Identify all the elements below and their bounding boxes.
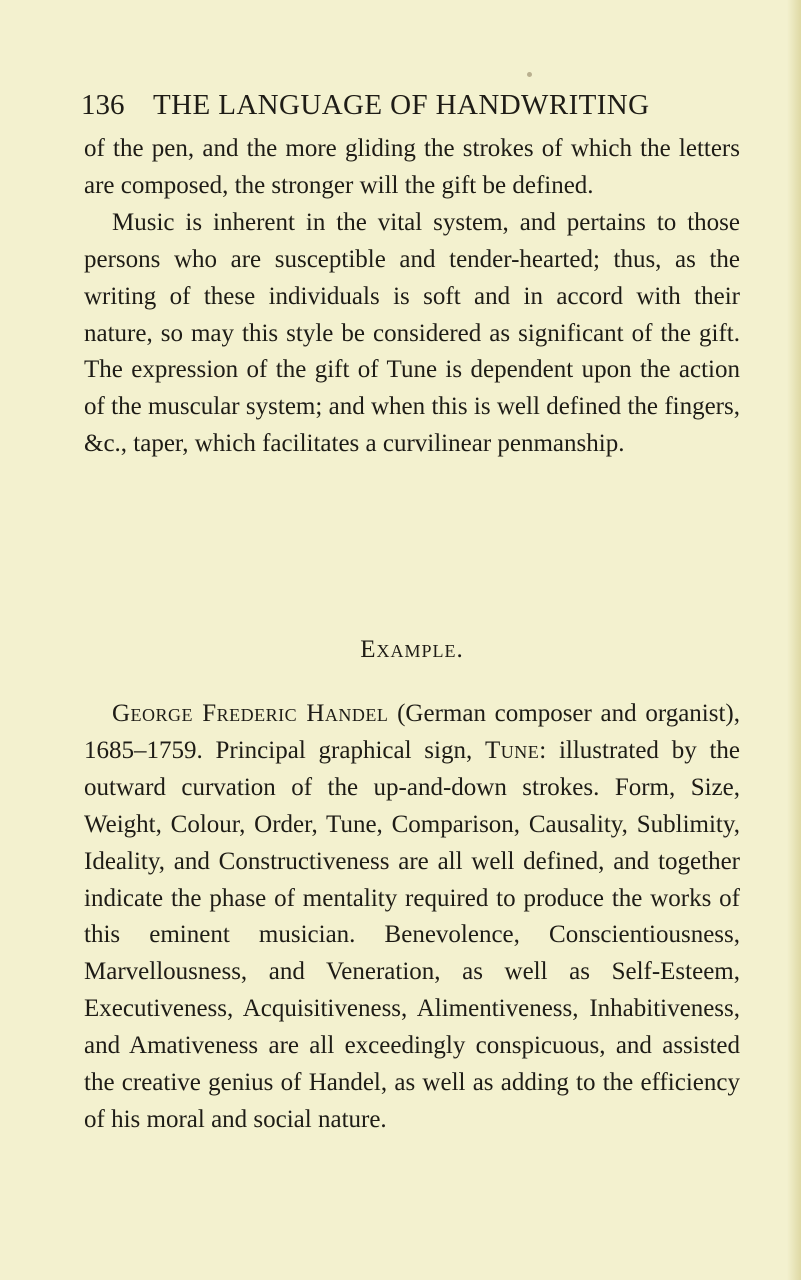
example-body: : illustrated by the outward curvation of the up-and-down strokes. Form, Size, Weight, Colour, Order, Tune, Comparison, Causality, Sublimity, Ideality, and Constructiveness are all well defined, and together indicate the phase of mentality required to produce the works of this eminent musician. Benevolence, Conscientiousness, Marvellousness, and Veneration, as well as Self-Esteem, Executiveness, Acquisitiveness, Alimentiveness, Inhabitiveness, and Amativeness are all exceedingly conspicuous, and assisted the creative genius of Handel, as well as adding to the efficiency of his moral and social nature. xyxy=(84,736,740,1133)
paragraph-continuation: of the pen, and the more gliding the strokes of which the letters are composed, the stronger will the gift be defined. xyxy=(84,135,740,199)
page-number: 136 xyxy=(81,89,125,121)
main-text xyxy=(84,131,740,463)
running-title: THE LANGUAGE OF HANDWRITING xyxy=(153,89,650,121)
example-paragraph xyxy=(84,696,740,1139)
paper-speck xyxy=(527,72,532,77)
paragraph-music: Music is inherent in the vital system, and pertains to those persons who are susceptible and tender-hearted; thus, as the writing of these individuals is soft and in accord with their nature, so may this style be considered as significant of the gift. The expression of the gift of Tune is dependent upon the action of the muscular system; and when this is well defined the fingers, &c., taper, which facilitates a curvilinear penmanship. xyxy=(84,208,740,458)
composer-name: George Frederic Handel xyxy=(112,700,389,727)
example-text xyxy=(84,696,740,1139)
graphical-sign: Tune xyxy=(484,736,540,764)
example-intro: (German composer and organist), 1685–1759. Principal graphical sign, xyxy=(84,700,741,764)
page-edge-shadow xyxy=(787,0,801,1280)
running-header xyxy=(81,85,721,125)
example-heading: Example. xyxy=(360,636,464,663)
